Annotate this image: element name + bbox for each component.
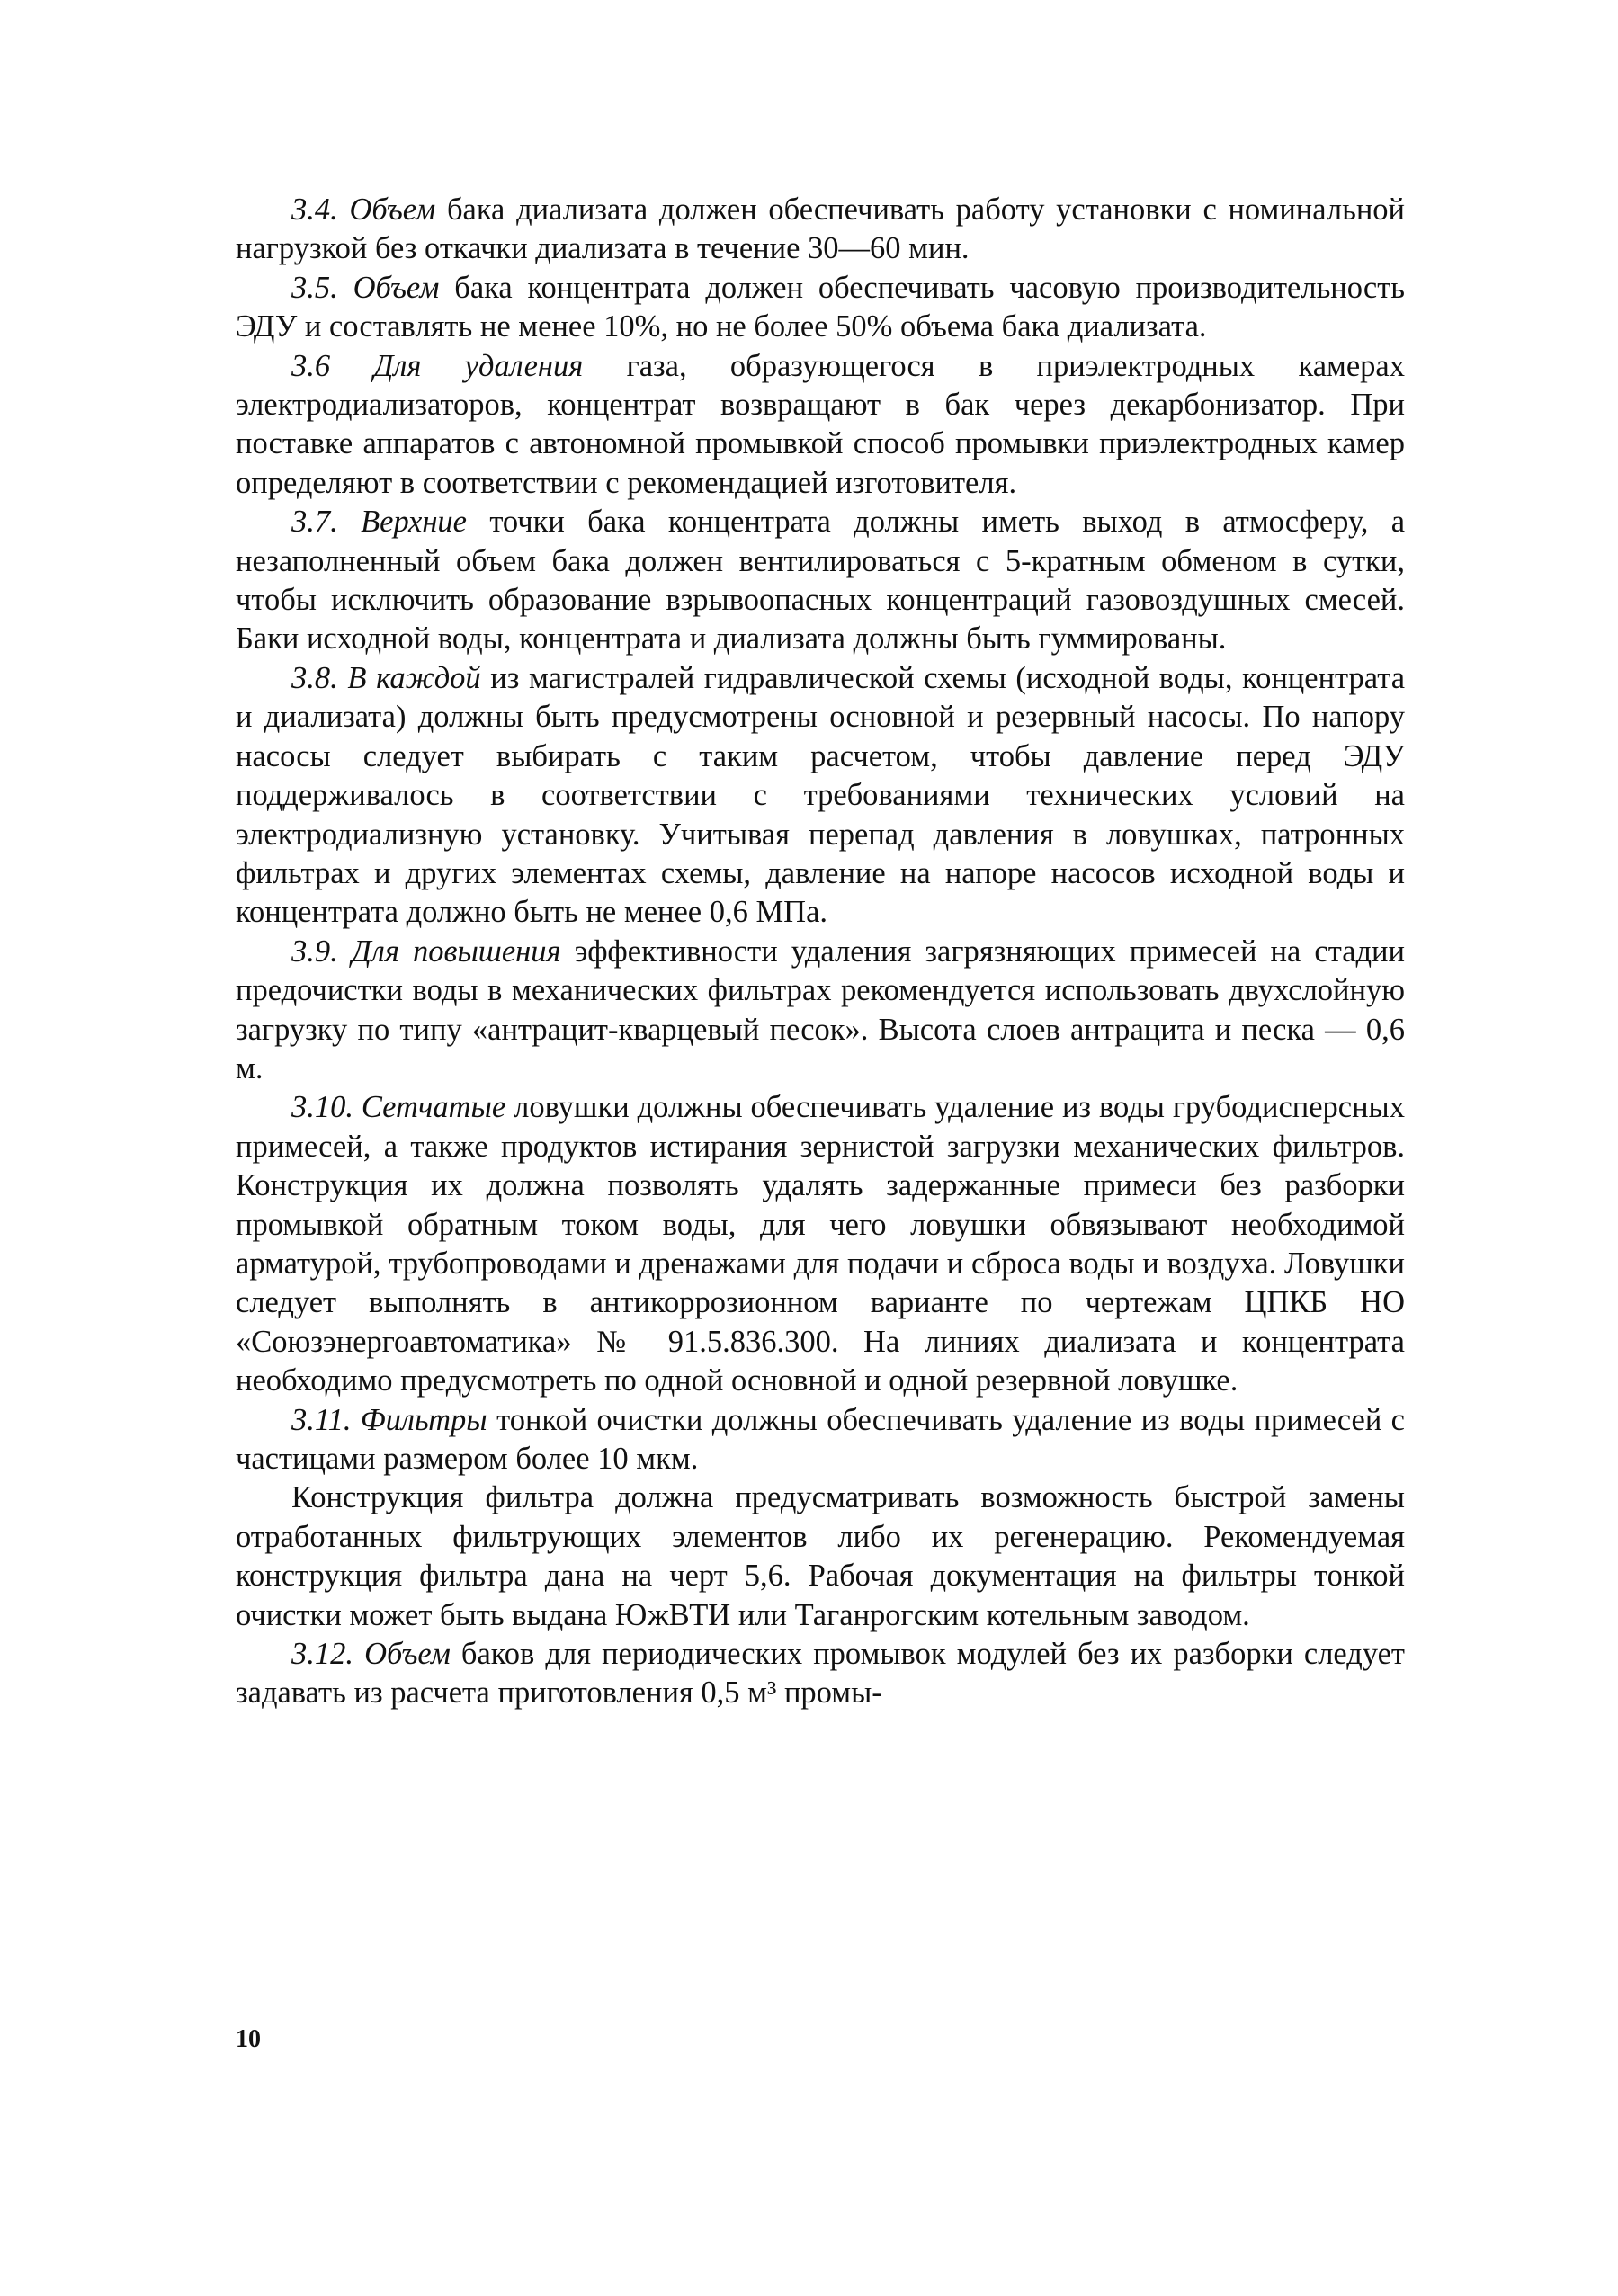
clause-lead: Объем — [349, 192, 436, 227]
paragraph-3-7 — [236, 503, 1405, 659]
clause-lead: В каждой — [347, 660, 481, 695]
clause-text: баков для периодических промывок модулей без их разборки следует задавать из расчета приготовления 0,5 м³ промы- — [236, 1637, 1406, 1711]
paragraph-3-10 — [236, 1088, 1405, 1400]
clause-lead: Объем — [364, 1637, 451, 1672]
paragraph-3-11 — [236, 1401, 1405, 1479]
clause-lead: Верхние — [361, 505, 467, 540]
clause-number: 3.5. — [291, 270, 338, 305]
clause-lead: Для удаления — [373, 348, 584, 383]
clause-number: 3.11. — [291, 1402, 352, 1437]
clause-lead: Фильтры — [360, 1402, 487, 1437]
clause-number: 3.8. — [291, 660, 338, 695]
clause-text: газа, образующегося в приэлектродных камерах электродиализаторов, концентрат возвращают в бак через декарбонизатор. При поставке аппаратов с автономной промывкой способ промывки приэлектродных камер определяют в соответствии с рекомендацией изготовителя. — [236, 348, 1405, 500]
paragraph-3-4 — [236, 191, 1405, 269]
clause-lead: Объем — [353, 270, 440, 305]
clause-text: тонкой очистки должны обеспечивать удаление из воды примесей с частицами размером более 10 мкм. — [236, 1402, 1405, 1476]
clause-text: эффективности удаления загрязняющих примесей на стадии предочистки воды в механических фильтрах рекомендуется использовать двухслойную загрузку по типу «антрацит-кварцевый песок». Высота слоев антрацита и песка — 0,6 м. — [236, 934, 1405, 1085]
clause-lead: Сетчатые — [361, 1090, 506, 1125]
clause-text: бака концентрата должен обеспечивать часовую производительность ЭДУ и составлять не менее 10%, но не более 50% объема бака диализата. — [236, 270, 1406, 344]
clause-number: 3.10. — [291, 1090, 353, 1125]
clause-text: бака диализата должен обеспечивать работу установки с номинальной нагрузкой без откачки диализата в течение 30—60 мин. — [236, 192, 1406, 266]
clause-number: 3.6 — [291, 348, 331, 383]
paragraph-3-5 — [236, 269, 1405, 347]
clause-text: ловушки должны обеспечивать удаление из воды грубодисперсных примесей, а также продуктов истирания зернистой загрузки механических фильтров. Конструкция их должна позволять удалять задержанные примеси без разборки промывкой обратным током воды, для чего ловушки обвязывают необходимой арматурой, трубопроводами и дренажами для подачи и сброса воды и воздуха. Ловушки следует выполнять в антикоррозионном варианте по чертежам ЦПКБ НО «Союзэнергоавтоматика» № 91.5.836.300. На линиях диализата и концентрата необходимо предусмотреть по одной основной и одной резервной ловушке. — [236, 1090, 1405, 1398]
page-number: 10 — [236, 2025, 261, 2053]
paragraph-3-12 — [236, 1635, 1405, 1713]
paragraph-3-6 — [236, 347, 1405, 504]
clause-lead: Для повышения — [351, 934, 561, 969]
paragraph-3-11-construction — [236, 1479, 1405, 1635]
clause-number: 3.4. — [291, 192, 338, 227]
clause-number: 3.7. — [291, 505, 338, 540]
clause-text: точки бака концентрата должны иметь выход в атмосферу, а незаполненный объем бака должен вентилироваться с 5-кратным обменом в сутки, чтобы исключить образование взрывоопасных концентраций газовоздушных смесей. Баки исходной воды, концентрата и диализата должны быть гуммированы. — [236, 505, 1406, 657]
body-text — [236, 191, 1405, 1713]
clause-text: из магистралей гидравлической схемы (исходной воды, концентрата и диализата) должны быть предусмотрены основной и резервный насосы. По напору насосы следует выбирать с таким расчетом, чтобы давление перед ЭДУ поддерживалось в соответствии с требованиями технических условий на электродиализную установку. Учитывая перепад давления в ловушках, патронных фильтрах и других элементах схемы, давление на напоре насосов исходной воды и концентрата должно быть не менее 0,6 МПа. — [236, 660, 1406, 930]
paragraph-3-9 — [236, 933, 1405, 1089]
clause-text: Конструкция фильтра должна предусматривать возможность быстрой замены отработанных фильтрующих элементов либо их регенерацию. Рекомендуемая конструкция фильтра дана на черт 5,6. Рабочая документация на фильтры тонкой очистки может быть выдана ЮжВТИ или Таганрогским котельным заводом. — [236, 1480, 1405, 1632]
clause-number: 3.9. — [291, 934, 338, 969]
clause-number: 3.12. — [291, 1637, 353, 1672]
paragraph-3-8 — [236, 659, 1405, 933]
